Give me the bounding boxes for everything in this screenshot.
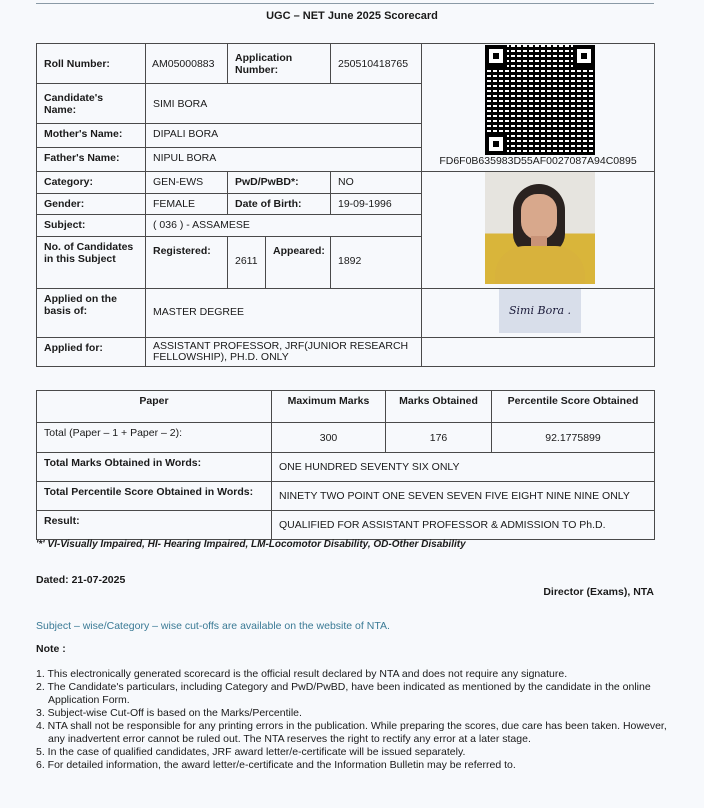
subject-label: Subject: [36, 214, 146, 237]
registered-label: Registered: [145, 236, 228, 289]
father-name-label: Father's Name: [36, 147, 146, 172]
applied-basis-label: Applied on the basis of: [36, 288, 146, 338]
director-signature-text: Director (Exams), NTA [543, 586, 654, 598]
roll-number-label: Roll Number: [36, 43, 146, 84]
note-item: 1. This electronically generated scorecard is the official result declared by NTA and does not require any signature. [36, 668, 568, 680]
gender-value: FEMALE [145, 193, 228, 215]
gender-label: Gender: [36, 193, 146, 215]
top-divider [36, 3, 654, 4]
registered-value: 2611 [227, 236, 266, 289]
candidates-count-label: No. of Candidates in this Subject [36, 236, 146, 289]
page-title: UGC – NET June 2025 Scorecard [266, 10, 438, 22]
roll-number-value: AM05000883 [145, 43, 228, 84]
empty-cell [421, 337, 655, 367]
mother-name-value: DIPALI BORA [145, 123, 422, 148]
candidate-name-value: SIMI BORA [145, 83, 422, 124]
pwd-value: NO [330, 171, 422, 194]
result-value: QUALIFIED FOR ASSISTANT PROFESSOR & ADMISSION TO Ph.D. [271, 510, 655, 540]
candidate-photo [485, 172, 595, 284]
dob-label: Date of Birth: [227, 193, 331, 215]
pwd-label: PwD/PwBD*: [227, 171, 331, 194]
qr-code-text: FD6F0B635983D55AF0027087A94C0895 [439, 155, 637, 167]
percentile-value: 92.1775899 [491, 422, 655, 453]
applied-for-label: Applied for: [36, 337, 146, 367]
note-item: 2. The Candidate's particulars, including Category and PwD/PwBD, have been indicated as mentioned by the candidate in the online Application Form. [36, 681, 651, 706]
application-number-value: 250510418765 [330, 43, 422, 84]
disability-footnote: '*' VI-Visually Impaired, HI- Hearing Impaired, LM-Locomotor Disability, OD-Other Disability [36, 539, 466, 550]
qr-code-icon [485, 45, 595, 155]
application-number-label: Application Number: [227, 43, 331, 84]
father-name-value: NIPUL BORA [145, 147, 422, 172]
subject-value: ( 036 ) - ASSAMESE [145, 214, 422, 237]
header-max-marks: Maximum Marks [271, 390, 386, 423]
total-label: Total (Paper – 1 + Paper – 2): [36, 422, 272, 453]
category-label: Category: [36, 171, 146, 194]
applied-basis-value: MASTER DEGREE [145, 288, 422, 338]
candidate-signature: Simi Bora . [499, 289, 581, 333]
marks-words-value: ONE HUNDRED SEVENTY SIX ONLY [271, 452, 655, 482]
candidate-name-label: Candidate's Name: [36, 83, 146, 124]
marks-obtained-value: 176 [385, 422, 492, 453]
note-item: 3. Subject-wise Cut-Off is based on the Marks/Percentile. [36, 707, 302, 719]
mother-name-label: Mother's Name: [36, 123, 146, 148]
appeared-label: Appeared: [265, 236, 331, 289]
note-heading: Note : [36, 643, 66, 655]
category-value: GEN-EWS [145, 171, 228, 194]
dated-text: Dated: 21-07-2025 [36, 574, 126, 586]
cutoff-note: Subject – wise/Category – wise cut-offs are available on the website of NTA. [36, 620, 390, 632]
note-item: 5. In the case of qualified candidates, JRF award letter/e-certificate will be issued separately. [36, 746, 466, 758]
result-label: Result: [36, 510, 272, 540]
applied-for-value: ASSISTANT PROFESSOR, JRF(JUNIOR RESEARCH FELLOWSHIP), PH.D. ONLY [145, 337, 422, 367]
note-item: 6. For detailed information, the award letter/e-certificate and the Information Bulletin may be referred to. [36, 759, 516, 771]
notes-list [36, 668, 670, 772]
percentile-words-value: NINETY TWO POINT ONE SEVEN SEVEN FIVE EIGHT NINE NINE ONLY [271, 481, 655, 511]
header-percentile: Percentile Score Obtained [491, 390, 655, 423]
appeared-value: 1892 [330, 236, 422, 289]
note-item: 4. NTA shall not be responsible for any printing errors in the publication. While preparing the scores, due care has been taken. However, any inadvertent error cannot be ruled out. The NTA reserves the right to rectify any error at a later stage. [36, 720, 667, 745]
dob-value: 19-09-1996 [330, 193, 422, 215]
percentile-words-label: Total Percentile Score Obtained in Words: [36, 481, 272, 511]
marks-words-label: Total Marks Obtained in Words: [36, 452, 272, 482]
header-marks-obtained: Marks Obtained [385, 390, 492, 423]
header-paper: Paper [36, 390, 272, 423]
max-marks-value: 300 [271, 422, 386, 453]
